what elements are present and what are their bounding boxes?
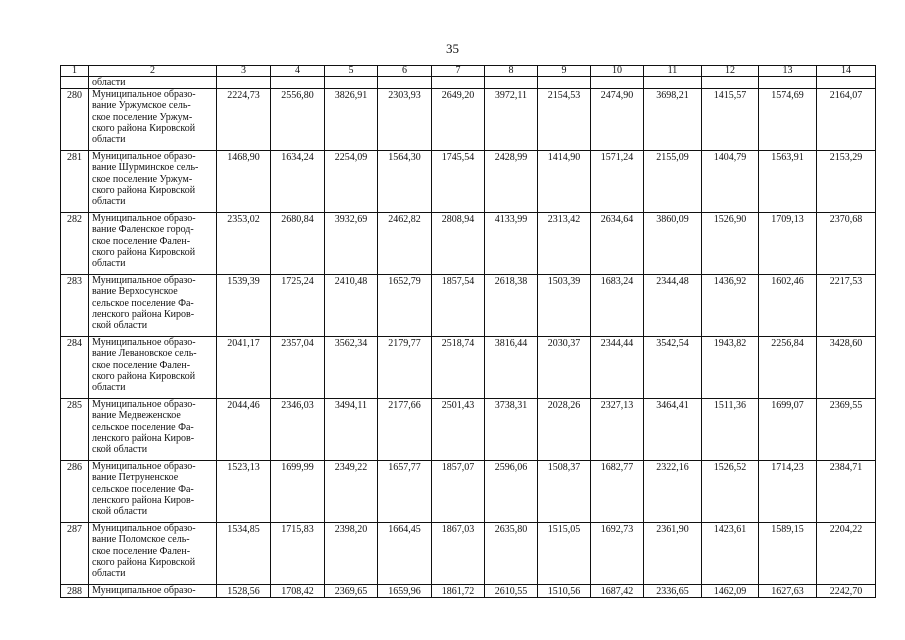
description-line: ского района Кировской bbox=[92, 246, 196, 258]
description-line: Муниципальное образо- bbox=[92, 337, 196, 349]
value-cell: 2353,02 bbox=[217, 213, 271, 275]
description-line: вание Шурминское сель- bbox=[92, 162, 199, 174]
value-cell: 4133,99 bbox=[485, 213, 538, 275]
description-line: ское поселение Фален- bbox=[92, 545, 191, 557]
description-line: вание Левановское сель- bbox=[92, 348, 197, 360]
value-cell: 2154,53 bbox=[538, 89, 591, 151]
header-cell: 13 bbox=[759, 66, 817, 77]
empty-cell bbox=[759, 77, 817, 89]
empty-cell bbox=[271, 77, 325, 89]
description-line: ского района Кировской bbox=[92, 556, 196, 568]
value-cell: 1515,05 bbox=[538, 523, 591, 585]
value-cell: 1683,24 bbox=[591, 275, 644, 337]
empty-cell bbox=[217, 77, 271, 89]
value-cell: 1602,46 bbox=[759, 275, 817, 337]
value-cell: 1699,99 bbox=[271, 461, 325, 523]
value-cell: 1523,13 bbox=[217, 461, 271, 523]
value-cell: 1526,52 bbox=[702, 461, 759, 523]
value-cell: 2041,17 bbox=[217, 337, 271, 399]
value-cell: 2501,43 bbox=[432, 399, 485, 461]
description-line: области bbox=[92, 568, 126, 580]
value-cell: 2398,20 bbox=[325, 523, 378, 585]
value-cell: 2256,84 bbox=[759, 337, 817, 399]
value-cell: 1511,36 bbox=[702, 399, 759, 461]
header-cell: 14 bbox=[817, 66, 876, 77]
description-line: вание Медвеженское bbox=[92, 410, 181, 422]
description-line: области bbox=[92, 196, 126, 208]
value-cell: 2634,64 bbox=[591, 213, 644, 275]
value-cell: 1714,23 bbox=[759, 461, 817, 523]
empty-cell bbox=[591, 77, 644, 89]
value-cell: 1657,77 bbox=[378, 461, 432, 523]
value-cell: 1423,61 bbox=[702, 523, 759, 585]
row-number: 287 bbox=[61, 523, 89, 585]
value-cell: 3698,21 bbox=[644, 89, 702, 151]
value-cell: 1539,39 bbox=[217, 275, 271, 337]
description-line: ской области bbox=[92, 320, 148, 332]
value-cell: 3972,11 bbox=[485, 89, 538, 151]
value-cell: 1404,79 bbox=[702, 151, 759, 213]
description-line: вание Петруненское bbox=[92, 472, 179, 484]
header-cell: 8 bbox=[485, 66, 538, 77]
table-row bbox=[61, 275, 876, 337]
value-cell: 2336,65 bbox=[644, 585, 702, 598]
value-cell: 2242,70 bbox=[817, 585, 876, 598]
value-cell: 3816,44 bbox=[485, 337, 538, 399]
table-row bbox=[61, 523, 876, 585]
table-row bbox=[61, 461, 876, 523]
description-line: ского района Кировской bbox=[92, 122, 196, 134]
value-cell: 2179,77 bbox=[378, 337, 432, 399]
value-cell: 3562,34 bbox=[325, 337, 378, 399]
description-line: Муниципальное образо- bbox=[92, 89, 196, 101]
value-cell: 2303,93 bbox=[378, 89, 432, 151]
header-cell: 10 bbox=[591, 66, 644, 77]
value-cell: 2370,68 bbox=[817, 213, 876, 275]
value-cell: 1564,30 bbox=[378, 151, 432, 213]
value-cell: 1709,13 bbox=[759, 213, 817, 275]
value-cell: 1563,91 bbox=[759, 151, 817, 213]
empty-cell bbox=[538, 77, 591, 89]
header-cell: 11 bbox=[644, 66, 702, 77]
empty-cell bbox=[325, 77, 378, 89]
description-line: вание Уржумское сель- bbox=[92, 100, 191, 112]
value-cell: 1414,90 bbox=[538, 151, 591, 213]
value-cell: 2344,48 bbox=[644, 275, 702, 337]
description-line: области bbox=[92, 134, 126, 146]
row-number: 285 bbox=[61, 399, 89, 461]
value-cell: 1867,03 bbox=[432, 523, 485, 585]
value-cell: 2680,84 bbox=[271, 213, 325, 275]
description-line: ской области bbox=[92, 506, 148, 518]
description-line: ское поселение Уржум- bbox=[92, 111, 193, 123]
row-number: 283 bbox=[61, 275, 89, 337]
header-cell: 4 bbox=[271, 66, 325, 77]
value-cell: 2610,55 bbox=[485, 585, 538, 598]
value-cell: 1682,77 bbox=[591, 461, 644, 523]
description-line: ское поселение Фален- bbox=[92, 235, 191, 247]
empty-cell bbox=[817, 77, 876, 89]
header-cell: 2 bbox=[89, 66, 217, 77]
row-description bbox=[89, 213, 217, 275]
value-cell: 1436,92 bbox=[702, 275, 759, 337]
value-cell: 1943,82 bbox=[702, 337, 759, 399]
value-cell: 2384,71 bbox=[817, 461, 876, 523]
value-cell: 2346,03 bbox=[271, 399, 325, 461]
value-cell: 1725,24 bbox=[271, 275, 325, 337]
description-line: Муниципальное образо- bbox=[92, 151, 196, 163]
description-line: Муниципальное образо- bbox=[92, 213, 196, 225]
value-cell: 2349,22 bbox=[325, 461, 378, 523]
value-cell: 2518,74 bbox=[432, 337, 485, 399]
value-cell: 2204,22 bbox=[817, 523, 876, 585]
value-cell: 1571,24 bbox=[591, 151, 644, 213]
description-line: ленского района Киров- bbox=[92, 432, 195, 444]
value-cell: 2177,66 bbox=[378, 399, 432, 461]
row-number: 288 bbox=[61, 585, 89, 598]
description-line: области bbox=[92, 258, 126, 270]
value-cell: 1627,63 bbox=[759, 585, 817, 598]
row-number: 286 bbox=[61, 461, 89, 523]
value-cell: 2254,09 bbox=[325, 151, 378, 213]
value-cell: 2344,44 bbox=[591, 337, 644, 399]
description-line: Муниципальное образо- bbox=[92, 275, 196, 287]
header-cell: 9 bbox=[538, 66, 591, 77]
description-line: ленского района Киров- bbox=[92, 308, 195, 320]
empty-cell bbox=[61, 77, 89, 89]
value-cell: 2428,99 bbox=[485, 151, 538, 213]
row-description bbox=[89, 461, 217, 523]
value-cell: 2327,13 bbox=[591, 399, 644, 461]
value-cell: 1861,72 bbox=[432, 585, 485, 598]
row-number: 281 bbox=[61, 151, 89, 213]
value-cell: 1462,09 bbox=[702, 585, 759, 598]
value-cell: 1708,42 bbox=[271, 585, 325, 598]
empty-cell bbox=[485, 77, 538, 89]
value-cell: 3494,11 bbox=[325, 399, 378, 461]
value-cell: 2410,48 bbox=[325, 275, 378, 337]
value-cell: 1508,37 bbox=[538, 461, 591, 523]
value-cell: 1415,57 bbox=[702, 89, 759, 151]
description-line: ского района Кировской bbox=[92, 370, 196, 382]
value-cell: 1534,85 bbox=[217, 523, 271, 585]
page-number: 35 bbox=[446, 41, 459, 56]
value-cell: 1745,54 bbox=[432, 151, 485, 213]
description-line: вание Верхосунское bbox=[92, 286, 178, 298]
row-description bbox=[89, 585, 217, 598]
value-cell: 3464,41 bbox=[644, 399, 702, 461]
value-cell: 1503,39 bbox=[538, 275, 591, 337]
description-line: Муниципальное образо- bbox=[92, 523, 196, 535]
description-line: вание Поломское сель- bbox=[92, 534, 190, 546]
value-cell: 2361,90 bbox=[644, 523, 702, 585]
header-cell: 1 bbox=[61, 66, 89, 77]
value-cell: 3826,91 bbox=[325, 89, 378, 151]
row-description bbox=[89, 275, 217, 337]
value-cell: 2596,06 bbox=[485, 461, 538, 523]
value-cell: 1664,45 bbox=[378, 523, 432, 585]
value-cell: 3932,69 bbox=[325, 213, 378, 275]
row-description bbox=[89, 89, 217, 151]
row-description bbox=[89, 523, 217, 585]
value-cell: 2474,90 bbox=[591, 89, 644, 151]
description-line: ленского района Киров- bbox=[92, 494, 195, 506]
value-cell: 1699,07 bbox=[759, 399, 817, 461]
value-cell: 2369,55 bbox=[817, 399, 876, 461]
value-cell: 1692,73 bbox=[591, 523, 644, 585]
row-number: 280 bbox=[61, 89, 89, 151]
value-cell: 2044,46 bbox=[217, 399, 271, 461]
value-cell: 2155,09 bbox=[644, 151, 702, 213]
value-cell: 3738,31 bbox=[485, 399, 538, 461]
value-cell: 1652,79 bbox=[378, 275, 432, 337]
value-cell: 1589,15 bbox=[759, 523, 817, 585]
header-cell: 6 bbox=[378, 66, 432, 77]
description-line: Муниципальное образо- bbox=[92, 585, 196, 597]
value-cell: 3860,09 bbox=[644, 213, 702, 275]
value-cell: 1468,90 bbox=[217, 151, 271, 213]
description-line: сельское поселение Фа- bbox=[92, 483, 194, 495]
data-table bbox=[60, 65, 876, 598]
description-line: сельское поселение Фа- bbox=[92, 297, 194, 309]
value-cell: 2635,80 bbox=[485, 523, 538, 585]
value-cell: 1687,42 bbox=[591, 585, 644, 598]
value-cell: 2030,37 bbox=[538, 337, 591, 399]
value-cell: 2313,42 bbox=[538, 213, 591, 275]
value-cell: 2164,07 bbox=[817, 89, 876, 151]
header-cell: 5 bbox=[325, 66, 378, 77]
description-line: области bbox=[92, 382, 126, 394]
value-cell: 1857,07 bbox=[432, 461, 485, 523]
value-cell: 1574,69 bbox=[759, 89, 817, 151]
description-line: ское поселение Фален- bbox=[92, 359, 191, 371]
description-line: Муниципальное образо- bbox=[92, 461, 196, 473]
description-line: ское поселение Уржум- bbox=[92, 173, 193, 185]
table-row bbox=[61, 151, 876, 213]
table-row bbox=[61, 89, 876, 151]
value-cell: 1715,83 bbox=[271, 523, 325, 585]
row-description bbox=[89, 151, 217, 213]
table-row bbox=[61, 337, 876, 399]
description-line: вание Фаленское город- bbox=[92, 224, 194, 236]
row-number: 282 bbox=[61, 213, 89, 275]
value-cell: 2369,65 bbox=[325, 585, 378, 598]
value-cell: 2322,16 bbox=[644, 461, 702, 523]
description-line: ского района Кировской bbox=[92, 184, 196, 196]
value-cell: 2217,53 bbox=[817, 275, 876, 337]
empty-cell bbox=[702, 77, 759, 89]
value-cell: 2808,94 bbox=[432, 213, 485, 275]
empty-cell bbox=[432, 77, 485, 89]
table-row bbox=[61, 213, 876, 275]
row-number: 284 bbox=[61, 337, 89, 399]
continuation-text: области bbox=[89, 77, 217, 89]
value-cell: 1857,54 bbox=[432, 275, 485, 337]
description-line: сельское поселение Фа- bbox=[92, 421, 194, 433]
value-cell: 1528,56 bbox=[217, 585, 271, 598]
value-cell: 1634,24 bbox=[271, 151, 325, 213]
value-cell: 3542,54 bbox=[644, 337, 702, 399]
continuation-row bbox=[61, 77, 876, 89]
value-cell: 2357,04 bbox=[271, 337, 325, 399]
value-cell: 1510,56 bbox=[538, 585, 591, 598]
description-line: ской области bbox=[92, 444, 148, 456]
value-cell: 2153,29 bbox=[817, 151, 876, 213]
table-row bbox=[61, 399, 876, 461]
table-row bbox=[61, 585, 876, 598]
row-description bbox=[89, 399, 217, 461]
value-cell: 2556,80 bbox=[271, 89, 325, 151]
empty-cell bbox=[378, 77, 432, 89]
row-description bbox=[89, 337, 217, 399]
empty-cell bbox=[644, 77, 702, 89]
value-cell: 2028,26 bbox=[538, 399, 591, 461]
value-cell: 2462,82 bbox=[378, 213, 432, 275]
header-cell: 12 bbox=[702, 66, 759, 77]
value-cell: 1526,90 bbox=[702, 213, 759, 275]
value-cell: 3428,60 bbox=[817, 337, 876, 399]
description-line: Муниципальное образо- bbox=[92, 399, 196, 411]
value-cell: 2618,38 bbox=[485, 275, 538, 337]
value-cell: 2649,20 bbox=[432, 89, 485, 151]
value-cell: 1659,96 bbox=[378, 585, 432, 598]
header-cell: 7 bbox=[432, 66, 485, 77]
value-cell: 2224,73 bbox=[217, 89, 271, 151]
header-row bbox=[61, 66, 876, 77]
header-cell: 3 bbox=[217, 66, 271, 77]
